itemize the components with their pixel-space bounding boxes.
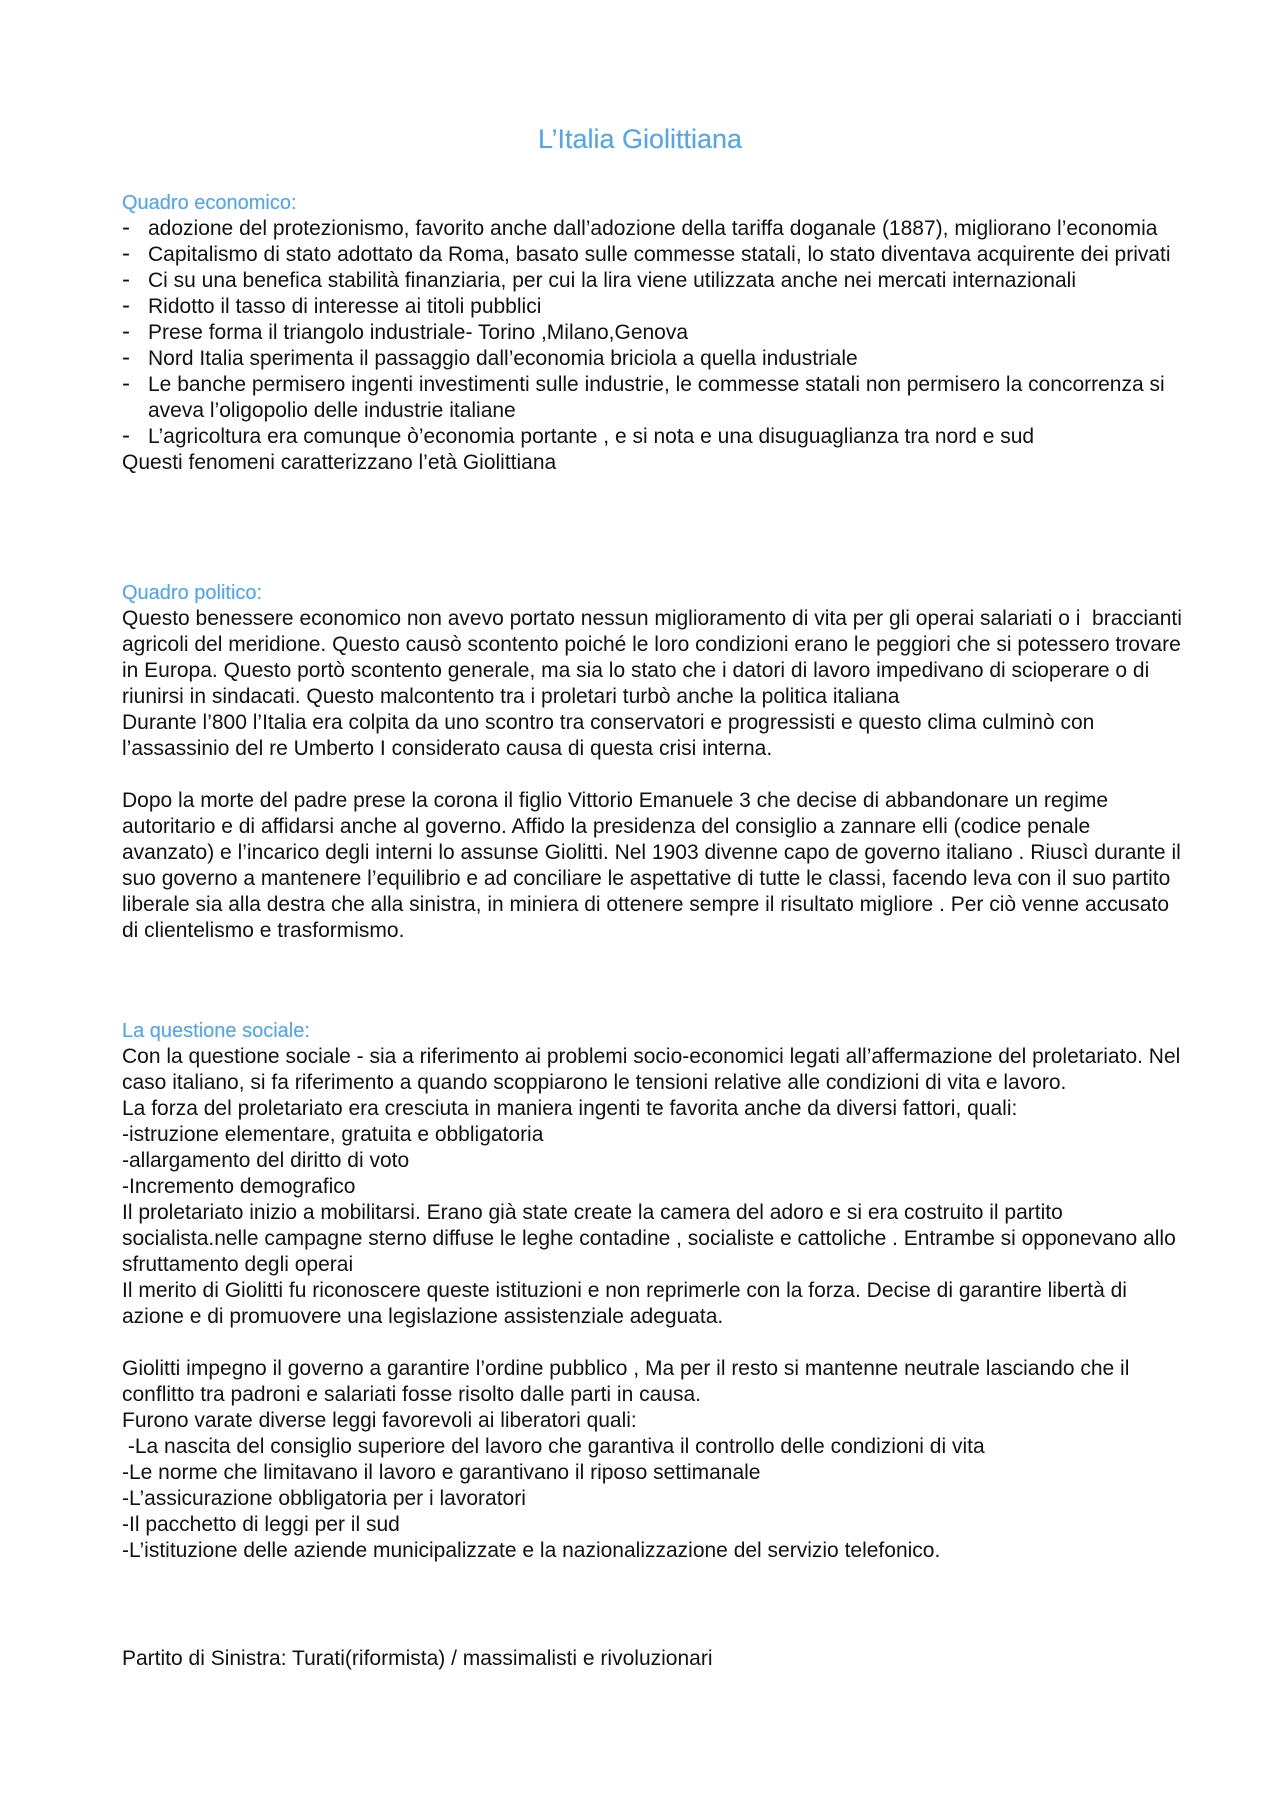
list-item-text: Nord Italia sperimenta il passaggio dall’economia briciola a quella industriale	[148, 347, 858, 370]
document-title: L’Italia Giolittiana	[537, 124, 743, 154]
list-item: -allargamento del diritto di voto	[122, 1149, 410, 1172]
dash-bullet-icon: -	[122, 344, 130, 371]
dash-bullet-icon: -	[122, 370, 130, 397]
section-quadro-politico	[122, 580, 1188, 944]
list-item-text: L’agricoltura era comunque ò’economia portante , e si nota e una disuguaglianza tra nord e sud	[148, 425, 1035, 448]
footer-text: Partito di Sinistra: Turati(riformista) / massimalisti e rivoluzionari	[122, 1647, 713, 1670]
section-heading: La questione sociale:	[122, 1020, 310, 1042]
paragraph: Il merito di Giolitti fu riconoscere queste istituzioni e non reprimerle con la forza. Decise di garantire libertà di azione e di promuovere una legislazione assistenziale adeguata.	[122, 1279, 1133, 1328]
bullet-list	[122, 216, 1182, 450]
list-item	[122, 242, 1182, 268]
section-closing-text: Questi fenomeni caratterizzano l’età Giolittiana	[122, 451, 557, 474]
list-item	[122, 294, 1182, 320]
list-item-text: Le banche permisero ingenti investimenti sulle industrie, le commesse statali non permisero la concorrenza si aveva l’oligopolio delle industrie italiane	[148, 373, 1165, 422]
list-item: -La nascita del consiglio superiore del lavoro che garantiva il controllo delle condizioni di vita	[122, 1435, 985, 1458]
list-item	[122, 320, 1182, 346]
list-item	[122, 372, 1182, 424]
list-item: -L’assicurazione obbligatoria per i lavoratori	[122, 1487, 526, 1510]
dash-bullet-icon: -	[122, 214, 130, 241]
list-item-text: adozione del protezionismo, favorito anche dall’adozione della tariffa doganale (1887), migliorano l’economia	[148, 217, 1158, 240]
section-questione-sociale	[122, 1018, 1187, 1564]
section-quadro-economico	[122, 190, 1182, 476]
paragraph: Questo benessere economico non avevo portato nessun miglioramento di vita per gli operai salariati o i braccianti agricoli del meridione. Questo causò scontento poiché le loro condizioni erano le peggiori che si potessero trovare in Europa. Questo portò scontento generale, ma sia lo stato che i datori di lavoro impedivano di scioperare o di riunirsi in sindacati. Questo malcontento tra i proletari turbò anche la politica italiana	[122, 607, 1188, 708]
section-partito	[122, 1646, 1182, 1672]
list-item	[122, 268, 1182, 294]
list-item-text: Capitalismo di stato adottato da Roma, basato sulle commesse statali, lo stato diventava acquirente dei privati	[148, 243, 1171, 266]
list-item-text: Ci su una benefica stabilità finanziaria, per cui la lira viene utilizzata anche nei mercati internazionali	[148, 269, 1076, 292]
list-item-text: Prese forma il triangolo industriale- Torino ,Milano,Genova	[148, 321, 689, 344]
list-item-text: Ridotto il tasso di interesse ai titoli pubblici	[148, 295, 542, 318]
list-item	[122, 424, 1182, 450]
list-item: -Le norme che limitavano il lavoro e garantivano il riposo settimanale	[122, 1461, 761, 1484]
paragraph: Il proletariato inizio a mobilitarsi. Erano già state create la camera del adoro e si era costruito il partito socialista.nelle campagne sterno diffuse le leghe contadine , socialiste e cattoliche . Entrambe si opponevano allo sfruttamento degli operai	[122, 1201, 1182, 1276]
list-item	[122, 216, 1182, 242]
paragraph-gap	[122, 1330, 1182, 1356]
list-item: -Incremento demografico	[122, 1175, 356, 1198]
dash-bullet-icon: -	[122, 422, 130, 449]
dash-bullet-icon: -	[122, 266, 130, 293]
list-item: -Il pacchetto di leggi per il sud	[122, 1513, 400, 1536]
list-item: -istruzione elementare, gratuita e obbligatoria	[122, 1123, 544, 1146]
list-item: -L’istituzione delle aziende municipalizzate e la nazionalizzazione del servizio telefonico.	[122, 1539, 941, 1562]
list-item	[122, 346, 1182, 372]
paragraph: Dopo la morte del padre prese la corona il figlio Vittorio Emanuele 3 che decise di abbandonare un regime autoritario e di affidarsi anche al governo. Affido la presidenza del consiglio a zannare elli (codice penale avanzato) e l’incarico degli interni lo assunse Giolitti. Nel 1903 divenne capo de governo italiano . Riuscì durante il suo governo a mantenere l’equilibrio e ad conciliare le aspettative di tutte le classi, facendo leva con il suo partito liberale sia alla destra che alla sinistra, in miniera di ottenere sempre il risultato migliore . Per ciò venne accusato di clientelismo e trasformismo.	[122, 789, 1187, 942]
dash-bullet-icon: -	[122, 292, 130, 319]
paragraph: Con la questione sociale - sia a riferimento ai problemi socio-economici legati all’affermazione del proletariato. Nel caso italiano, si fa riferimento a quando scoppiarono le tensioni relative alle condizioni di vita e lavoro.	[122, 1045, 1187, 1094]
section-heading: Quadro economico:	[122, 192, 297, 214]
paragraph: Durante l’800 l’Italia era colpita da uno scontro tra conservatori e progressisti e questo clima culminò con l’assassinio del re Umberto I considerato causa di questa crisi interna.	[122, 711, 1101, 760]
dash-bullet-icon: -	[122, 318, 130, 345]
paragraph-gap	[122, 762, 1182, 788]
section-heading: Quadro politico:	[122, 582, 263, 604]
paragraph: Furono varate diverse leggi favorevoli ai liberatori quali:	[122, 1409, 637, 1432]
paragraph: La forza del proletariato era cresciuta in maniera ingenti te favorita anche da diversi fattori, quali:	[122, 1097, 1018, 1120]
paragraph: Giolitti impegno il governo a garantire l’ordine pubblico , Ma per il resto si mantenne neutrale lasciando che il conflitto tra padroni e salariati fosse risolto dalle parti in causa.	[122, 1357, 1136, 1406]
dash-bullet-icon: -	[122, 240, 130, 267]
